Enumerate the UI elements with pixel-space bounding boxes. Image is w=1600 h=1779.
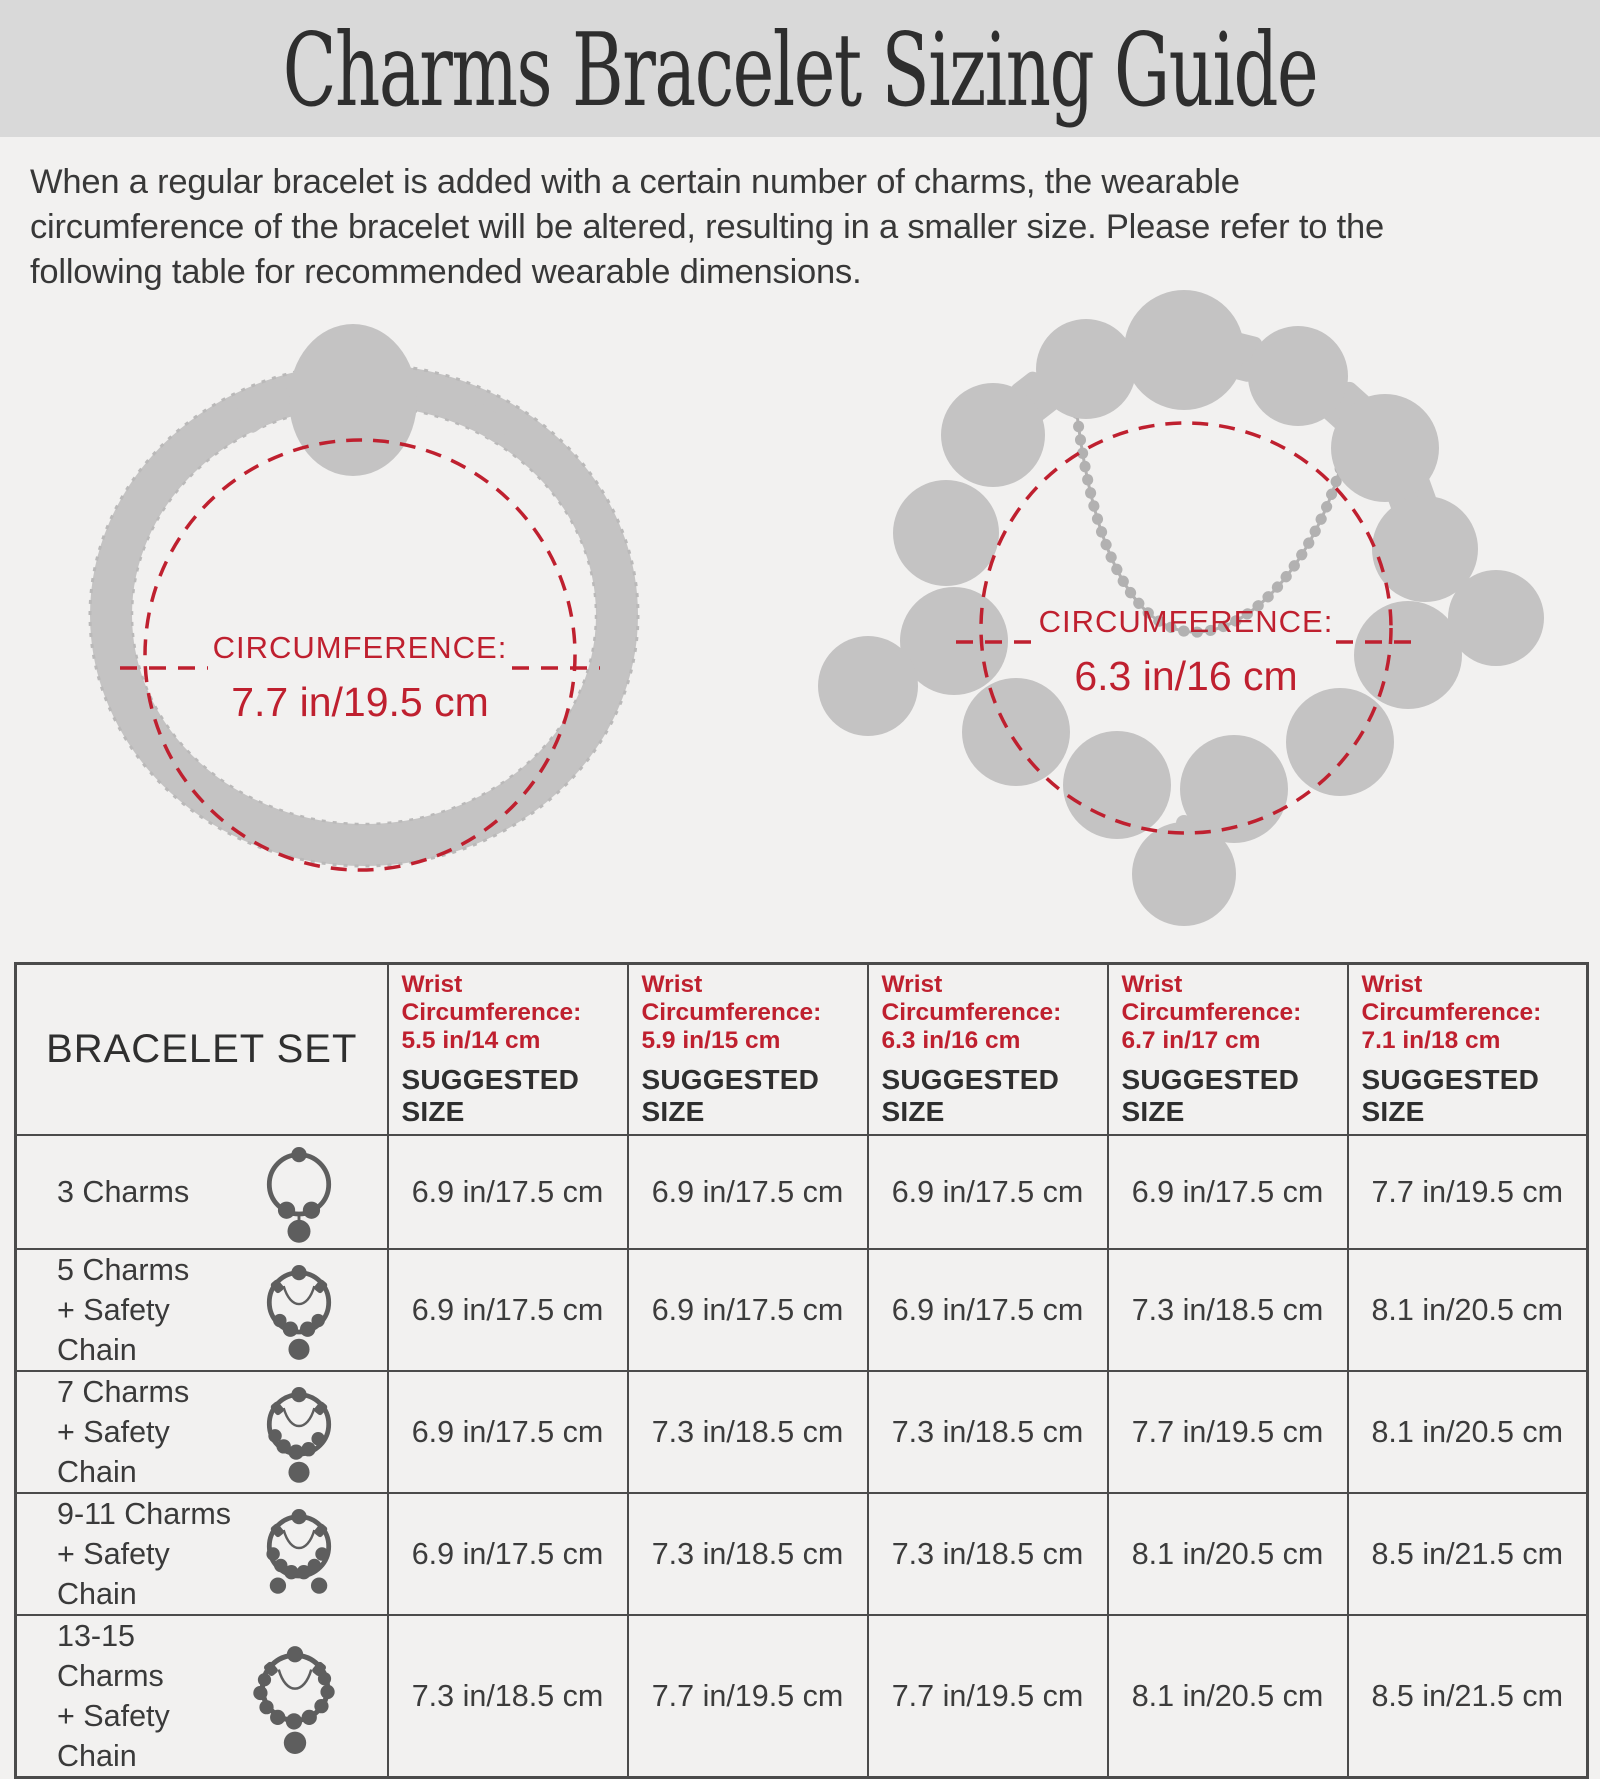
bracelet-3-charms-icon [253, 1136, 345, 1248]
row-label-line: + Safety Chain [57, 1699, 170, 1773]
charm-bracelet-diagram [818, 288, 1563, 948]
size-cell: 6.9 in/17.5 cm [868, 1249, 1108, 1371]
column-header [1348, 964, 1588, 1136]
size-cell: 8.1 in/20.5 cm [1348, 1371, 1588, 1493]
sizing-table [14, 962, 1589, 1779]
size-cell: 7.3 in/18.5 cm [868, 1493, 1108, 1615]
bracelet-13-15-charms-safety-chain-icon [245, 1637, 345, 1755]
table-row [16, 1493, 1588, 1615]
charm-bracelet-illustration [818, 288, 1563, 953]
size-cell: 7.7 in/19.5 cm [628, 1615, 868, 1778]
wrist-circumference-value: 6.3 in/16 cm [881, 1027, 1021, 1054]
table-row [16, 1371, 1588, 1493]
row-header-7-charms [16, 1371, 388, 1493]
size-cell: 7.7 in/19.5 cm [1348, 1135, 1588, 1249]
bracelet-9-11-charms-safety-chain-icon [253, 1498, 345, 1610]
circumference-label: CIRCUMFERENCE: [212, 630, 508, 665]
row-label-line: 13-15 Charms [57, 1619, 164, 1693]
wrist-circumference-label: Wrist Circumference: [641, 971, 822, 1026]
wrist-circumference-value: 6.7 in/17 cm [1121, 1027, 1261, 1054]
row-label-line: + Safety Chain [57, 1537, 170, 1611]
row-header-3-charms [16, 1135, 388, 1249]
intro-line: When a regular bracelet is added with a certain number of charms, the wearable [30, 163, 1240, 201]
row-label-line: 3 Charms [57, 1175, 190, 1209]
size-cell: 6.9 in/17.5 cm [388, 1493, 628, 1615]
intro-line: following table for recommended wearable dimensions. [30, 253, 862, 291]
size-cell: 6.9 in/17.5 cm [388, 1371, 628, 1493]
size-cell: 8.5 in/21.5 cm [1348, 1493, 1588, 1615]
wrist-circumference-label: Wrist Circumference: [881, 971, 1062, 1026]
size-cell: 8.5 in/21.5 cm [1348, 1615, 1588, 1778]
row-label-line: + Safety Chain [57, 1293, 170, 1367]
row-header-13-15-charms [16, 1615, 388, 1778]
size-cell: 6.9 in/17.5 cm [628, 1135, 868, 1249]
size-cell: 6.9 in/17.5 cm [628, 1249, 868, 1371]
size-cell: 7.3 in/18.5 cm [388, 1615, 628, 1778]
suggested-size-label: SUGGESTED SIZE [1361, 1064, 1540, 1127]
size-cell: 6.9 in/17.5 cm [868, 1135, 1108, 1249]
row-label-line: + Safety Chain [57, 1415, 170, 1489]
circumference-label: CIRCUMFERENCE: [1038, 604, 1334, 639]
wrist-circumference-label: Wrist Circumference: [1121, 971, 1302, 1026]
size-cell: 7.7 in/19.5 cm [1108, 1371, 1348, 1493]
row-header-5-charms [16, 1249, 388, 1371]
plain-bracelet-diagram [60, 312, 710, 872]
table-row [16, 1135, 1588, 1249]
column-header [1108, 964, 1348, 1136]
size-cell: 7.3 in/18.5 cm [1108, 1249, 1348, 1371]
size-cell: 8.1 in/20.5 cm [1108, 1615, 1348, 1778]
suggested-size-label: SUGGESTED SIZE [641, 1064, 820, 1127]
page-title: Charms Bracelet Sizing Guide [282, 12, 1318, 130]
bracelet-set-header: BRACELET SET [16, 964, 388, 1136]
wrist-circumference-label: Wrist Circumference: [401, 971, 582, 1026]
size-cell: 8.1 in/20.5 cm [1108, 1493, 1348, 1615]
circumference-value: 7.7 in/19.5 cm [231, 679, 489, 725]
circumference-value: 6.3 in/16 cm [1074, 653, 1298, 699]
row-label-line: 7 Charms [57, 1375, 190, 1409]
suggested-size-label: SUGGESTED SIZE [401, 1064, 580, 1127]
column-header [628, 964, 868, 1136]
wrist-circumference-value: 7.1 in/18 cm [1361, 1027, 1501, 1054]
table-row [16, 1249, 1588, 1371]
wrist-circumference-value: 5.9 in/15 cm [641, 1027, 781, 1054]
column-header [388, 964, 628, 1136]
size-cell: 8.1 in/20.5 cm [1348, 1249, 1588, 1371]
size-cell: 7.7 in/19.5 cm [868, 1615, 1108, 1778]
size-cell: 7.3 in/18.5 cm [868, 1371, 1108, 1493]
intro-paragraph [30, 160, 1585, 295]
clasp-bead [233, 324, 511, 476]
size-cell: 6.9 in/17.5 cm [388, 1135, 628, 1249]
table-header-row [16, 964, 1588, 1136]
row-label-line: 5 Charms [57, 1253, 190, 1287]
size-cell: 7.3 in/18.5 cm [628, 1371, 868, 1493]
row-label-line: 9-11 Charms [57, 1497, 232, 1531]
suggested-size-label: SUGGESTED SIZE [1121, 1064, 1300, 1127]
plain-bracelet-illustration [60, 312, 710, 877]
size-cell: 6.9 in/17.5 cm [1108, 1135, 1348, 1249]
bracelet-7-charms-safety-chain-icon [253, 1376, 345, 1488]
wrist-circumference-label: Wrist Circumference: [1361, 971, 1542, 1026]
bracelet-5-charms-safety-chain-icon [253, 1254, 345, 1366]
intro-line: circumference of the bracelet will be altered, resulting in a smaller size. Please refer to the [30, 208, 1384, 246]
size-cell: 7.3 in/18.5 cm [628, 1493, 868, 1615]
header-band [0, 0, 1600, 137]
wrist-circumference-value: 5.5 in/14 cm [401, 1027, 541, 1054]
table-row [16, 1615, 1588, 1778]
column-header [868, 964, 1108, 1136]
suggested-size-label: SUGGESTED SIZE [881, 1064, 1060, 1127]
row-header-9-11-charms [16, 1493, 388, 1615]
size-cell: 6.9 in/17.5 cm [388, 1249, 628, 1371]
